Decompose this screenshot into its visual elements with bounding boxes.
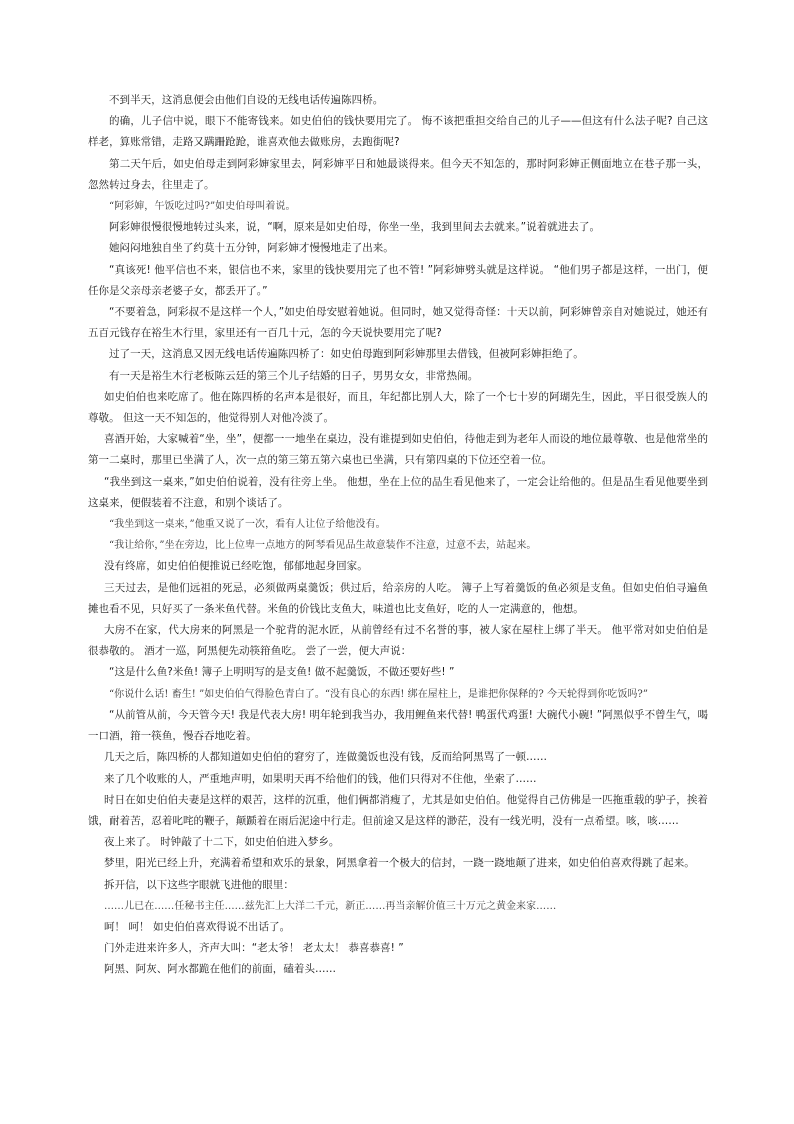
paragraph: 喜酒开始，大家喊着“坐，坐”，便都一一地坐在桌边，没有谁提到如史伯伯，待他走到为老年人而设的地位最尊敬、也是他常坐的第一二桌时，那里已坐满了人，次一点的第三第五第六桌也已坐满，只有第四桌的下位还空着一位。 [88,433,708,467]
paragraph: 有一天是裕生木行老板陈云廷的第三个儿子结婚的日子，男男女女，非常热闹。 [109,369,479,382]
paragraph: “从前管从前，今天管今天! 我是代表大房! 明年轮到我当办，我用鲤鱼来代替! 鸭蛋代鸡蛋! 大碗代小碗! ”阿黑似乎不曾生气，喝一口酒，箝一筷鱼，慢吞吞地吃着。 [88,708,708,743]
paragraph: 夜上来了。 时钟敲了十二下，如史伯伯进入梦乡。 [104,836,340,849]
paragraph: 过了一天，这消息又因无线电话传遍陈四桥了：如史伯母跑到阿彩婶那里去借钱，但被阿彩婶拒绝了。 [109,348,584,361]
paragraph: 没有终席，如史伯伯便推说已经吃饱，郁郁地起身回家。 [104,560,368,573]
paragraph: “阿彩婶，午饭吃过吗?”如史伯母叫着说。 [109,201,296,213]
paragraph: 呵！ 呵！ 如史伯伯喜欢得说不出话了。 [104,920,291,933]
story-text [88,90,708,981]
paragraph: 阿彩婶很慢很慢地转过头来，说，“啊，原来是如史伯母，你坐一坐，我到里间去去就来。”说着就进去了。 [109,221,601,234]
paragraph: 的确，儿子信中说，眼下不能寄钱来。如史伯伯的钱快要用完了。 悔不该把重担交给自己的儿子——但这有什么法子呢? 自己这样老，算账常错，走路又蹒跚跄跄，谁喜欢他去做账房，去跑街呢? [88,115,708,149]
paragraph: 门外走进来许多人，齐声大叫：“老太爷！ 老太太！ 恭喜恭喜! ” [104,942,404,955]
paragraph: 不到半天，这消息便会由他们自设的无线电话传遍陈四桥。 [109,94,384,106]
paragraph: “不要着急，阿彩叔不是这样一个人，”如史伯母安慰着她说。但同时，她又觉得奇怪：十天以前，阿彩婶曾亲自对她说过，她还有五百元钱存在裕生木行里，家里还有一百几十元，怎的今天说快要用完了呢? [88,306,708,340]
paragraph: 她闷闷地独自坐了约莫十五分钟，阿彩婶才慢慢地走了出来。 [109,242,394,255]
paragraph: ……儿已在……任秘书主任……兹先汇上大洋二千元，新正……再当亲解价值三十万元之黄金来家…… [104,900,557,912]
paragraph: 梦里，阳光已经上升，充满着希望和欢乐的景象，阿黑拿着一个极大的信封，一跷一跷地颠了进来，如史伯伯喜欢得跳了起来。 [104,857,695,870]
paragraph: 三天过去，是他们远祖的死忌，必须做两桌羹饭；供过后，给亲房的人吃。 簿子上写着羹饭的鱼必须是支鱼。但如史伯伯寻遍鱼摊也看不见，只好买了一条米鱼代替。米鱼的价钱比支鱼大，味道也比支鱼好，吃的人一定满意的，他想。 [88,581,708,615]
paragraph: 拆开信，以下这些字眼就飞进他的眼里： [104,878,294,891]
paragraph: “我让给你，”坐在旁边，比上位卑一点地方的阿琴看见品生故意装作不注意，过意不去，站起来。 [109,540,537,552]
paragraph: 阿黑、阿灰、阿水都跪在他们的前面，磕着头…… [104,963,337,976]
paragraph: “这是什么鱼?米鱼! 簿子上明明写的是支鱼! 做不起羹饭，不做还要好些! ” [109,666,455,679]
paragraph: “我坐到这一桌来，”如史伯伯说着，没有往旁上坐。 他想，坐在上位的品生看见他来了，一定会让给他的。但是品生看见他要坐到这桌来，便假装着不注意，和别个谈话了。 [88,475,708,509]
paragraph: 来了几个收账的人，严重地声明，如果明天再不给他们的钱，他们只得对不住他，坐索了…… [104,772,537,785]
paragraph: 第二天午后，如史伯母走到阿彩婶家里去，阿彩婶平日和她最谈得来。但今天不知怎的，那时阿彩婶正侧面地立在巷子那一头，忽然转过身去，往里走了。 [88,157,708,191]
paragraph: 几天之后，陈四桥的人都知道如史伯伯的窘穷了，连做羹饭也没有钱，反而给阿黑骂了一顿…… [104,751,548,764]
paragraph: “真该死! 他平信也不来，银信也不来，家里的钱快要用完了也不管! ”阿彩婶劈头就是这样说。 “他们男子都是这样，一出门，便任你是父亲母亲老婆子女，都丢开了。” [88,263,708,297]
paragraph: 如史伯伯也来吃席了。他在陈四桥的名声本是很好，而且，年纪都比别人大，除了一个七十岁的阿瑚先生，因此，平日很受族人的尊敬。 但这一天不知怎的，他觉得别人对他冷淡了。 [88,390,708,425]
paragraph: 大房不在家，代大房来的阿黑是一个驼背的泥水匠，从前曾经有过不名誉的事，被人家在屋柱上绑了半天。 他平常对如史伯伯是很恭敬的。 酒才一巡，阿黑便先动筷箝鱼吃。 尝了一尝，便大声说： [88,624,708,658]
paragraph: 时日在如史伯伯夫妻是这样的艰苦，这样的沉重，他们俩都消瘦了，尤其是如史伯伯。他觉得自己仿佛是一匹拖重载的驴子，挨着饿，耐着苦，忍着叱咤的鞭子，颠踬着在雨后泥途中行走。但前途又是这样的渺茫，没有一线光明，没有一点希望。咳，咳…… [88,793,708,827]
paragraph: “我坐到这一桌来，”他重又说了一次，看有人让位子给他没有。 [109,519,386,531]
paragraph: “你说什么话! 畜生! ”如史伯伯气得脸色青白了。“没有良心的东西! 绑在屋柱上，是谁把你保释的? 今天轮得到你吃饭吗?” [109,688,648,700]
